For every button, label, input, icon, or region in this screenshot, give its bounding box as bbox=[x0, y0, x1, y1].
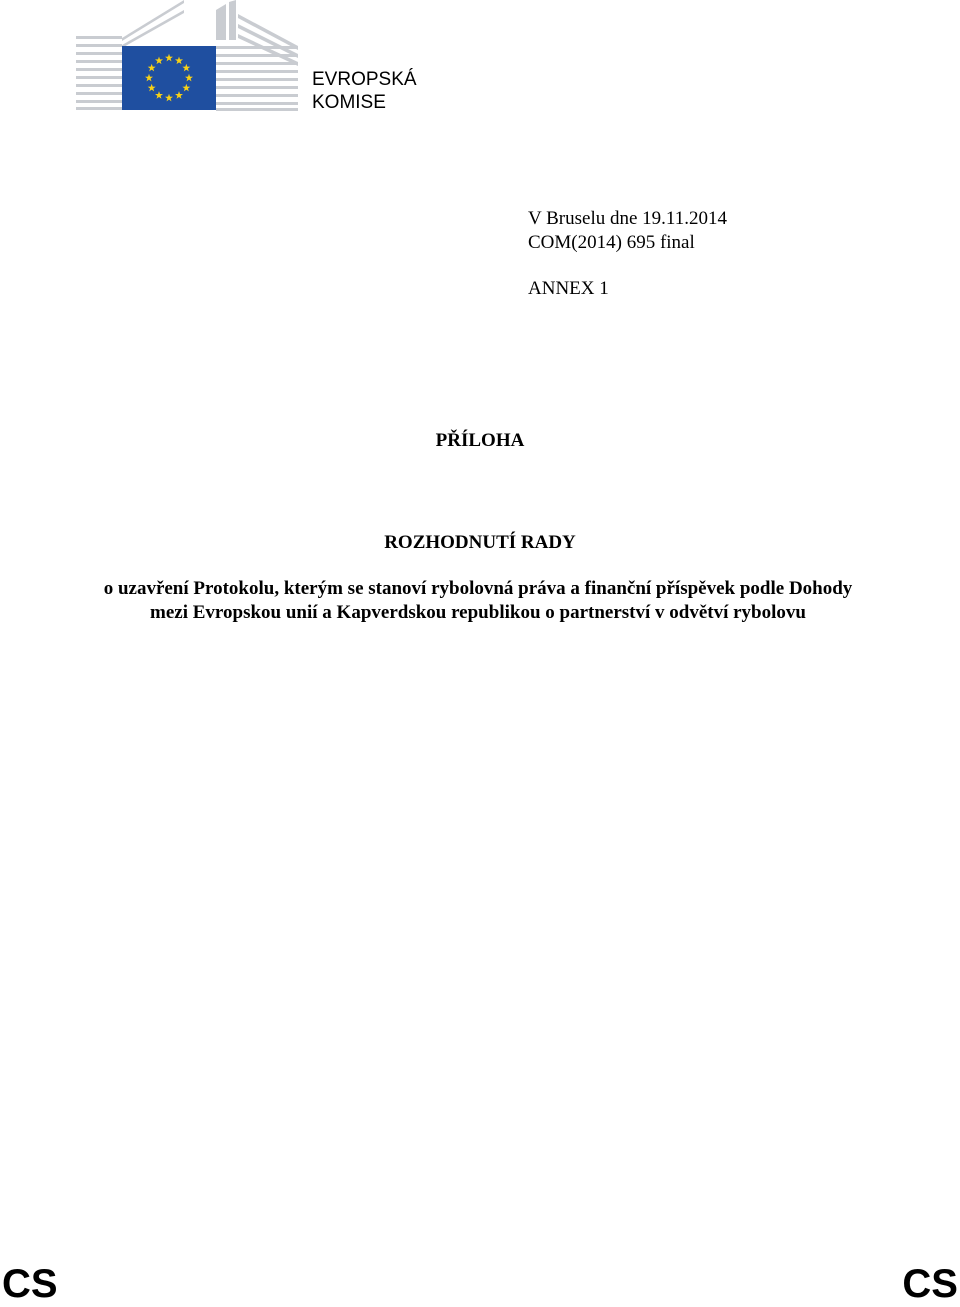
european-commission-logo-icon bbox=[76, 0, 298, 112]
annex-title: PŘÍLOHA bbox=[435, 430, 525, 451]
place-and-date: V Bruselu dne 19.11.2014 bbox=[528, 208, 727, 229]
organization-name-line: EVROPSKÁ bbox=[312, 69, 417, 90]
decision-subject: o uzavření Protokolu, kterým se stanoví rybolovná práva a finanční příspěvek podle Dohody mezi Evropskou unií a Kapverdskou republikou o partnerství v odvětví rybolovu bbox=[103, 578, 853, 623]
document-reference: COM(2014) 695 final bbox=[528, 232, 695, 253]
decision-title: ROZHODNUTÍ RADY bbox=[384, 532, 576, 553]
language-code-right: CS bbox=[902, 1262, 958, 1306]
annex-label: ANNEX 1 bbox=[528, 278, 609, 299]
language-code-left: CS bbox=[2, 1262, 58, 1306]
organization-name-line: KOMISE bbox=[312, 92, 386, 113]
document-meta bbox=[528, 207, 727, 255]
organization-name bbox=[312, 68, 417, 114]
